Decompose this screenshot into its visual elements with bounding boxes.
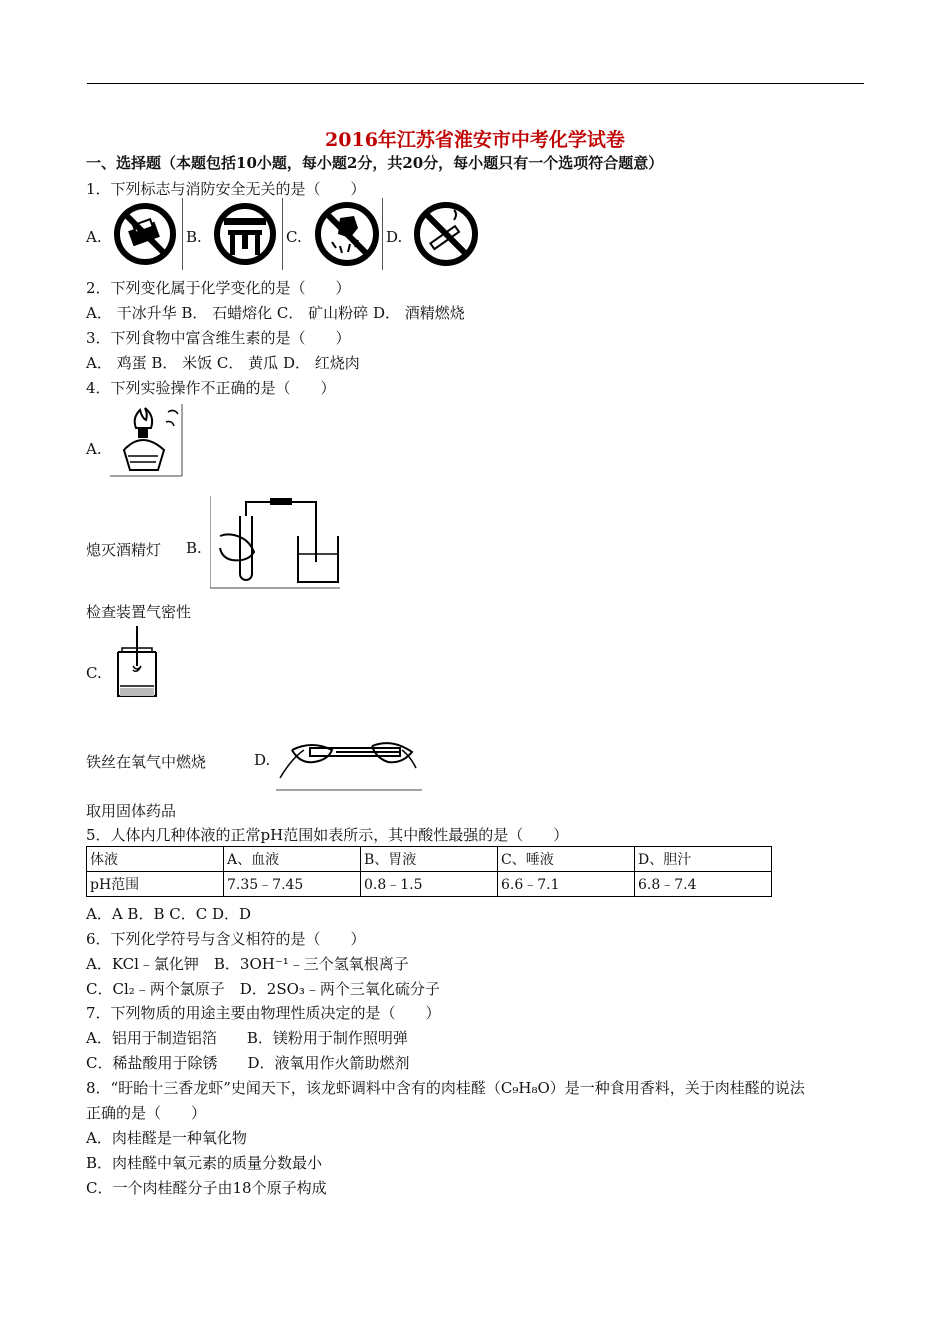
alcohol-lamp-blowing-figure [110,400,186,478]
table-cell: C、唾液 [498,847,635,872]
q1-divider-2 [282,198,283,270]
table-cell: 6.8﹣7.4 [635,872,772,897]
q1-label-a: A. [86,228,102,246]
no-smoking-sign-icon [410,198,482,270]
q8-option-c: C．一个肉桂醛分子由18个原子构成 [86,1179,327,1197]
q1-divider-3 [382,198,383,270]
no-fireworks-sign-icon [108,200,182,268]
q8-option-b: B．肉桂醛中氧元素的质量分数最小 [86,1154,323,1172]
table-cell: A、血液 [224,847,361,872]
q4-caption-c: 铁丝在氧气中燃烧 [86,753,207,771]
q4-label-c: C. [86,664,102,682]
table-cell: 0.8﹣1.5 [361,872,498,897]
table-cell: 体液 [87,847,224,872]
iron-wire-oxygen-figure [110,622,162,702]
table-header-row [87,847,772,872]
flammable-storage-sign-icon [208,200,282,268]
q2-stem: 2．下列变化属于化学变化的是（ ） [86,279,351,297]
page-title: 2016年江苏省淮安市中考化学试卷 [325,129,625,151]
q1-label-c: C. [286,228,302,246]
q1-stem: 1．下列标志与消防安全无关的是（ ） [86,180,366,198]
q7-line2: C．稀盐酸用于除锈 D．液氧用作火箭助燃剂 [86,1054,410,1072]
q7-stem: 7．下列物质的用途主要由物理性质决定的是（ ） [86,1004,441,1022]
ph-table [86,846,772,897]
table-cell: 6.6﹣7.1 [498,872,635,897]
airtightness-check-figure [210,496,344,590]
q5-stem: 5．人体内几种体液的正常pH范围如表所示，其中酸性最强的是（ ） [86,826,569,844]
table-cell: B、胃液 [361,847,498,872]
q8-option-a: A．肉桂醛是一种氧化物 [86,1129,247,1147]
q4-caption-a: 熄灭酒精灯 [86,541,162,559]
q8-stem-line2: 正确的是（ ） [86,1104,207,1122]
q4-caption-d: 取用固体药品 [86,802,177,820]
q1-label-b: B. [186,228,202,246]
q4-label-a: A. [86,440,102,458]
q6-line1: A．KCl﹣氯化钾 B．3OH⁻¹﹣三个氢氧根离子 [86,955,409,973]
q4-label-b: B. [186,539,202,557]
q2-options: A． 干冰升华 B． 石蜡熔化 C． 矿山粉碎 D． 酒精燃烧 [86,304,465,322]
q7-line1: A．铝用于制造铝箔 B．镁粉用于制作照明弹 [86,1029,408,1047]
table-row [87,872,772,897]
taking-solid-reagent-figure [276,718,422,792]
q1-label-d: D. [386,228,403,246]
q4-caption-b: 检查装置气密性 [86,603,192,621]
section-heading: 一、选择题（本题包括10小题，每小题2分，共20分，每小题只有一个选项符合题意） [86,154,664,172]
no-open-flame-sign-icon [310,198,384,270]
q1-divider-1 [182,198,183,270]
table-cell: pH范围 [87,872,224,897]
q4-stem: 4．下列实验操作不正确的是（ ） [86,379,336,397]
table-cell: D、胆汁 [635,847,772,872]
q6-line2: C．Cl₂﹣两个氯原子 D．2SO₃﹣两个三氧化硫分子 [86,980,440,998]
q3-options: A． 鸡蛋 B． 米饭 C． 黄瓜 D． 红烧肉 [86,354,360,372]
q5-options: A．A B．B C．C D．D [86,905,252,923]
q3-stem: 3．下列食物中富含维生素的是（ ） [86,329,351,347]
q6-stem: 6．下列化学符号与含义相符的是（ ） [86,930,366,948]
header-rule [87,83,864,84]
q8-stem-line1: 8．“盱眙十三香龙虾”史闻天下，该龙虾调料中含有的肉桂醛（C₉H₈O）是一种食用香料，关于肉桂醛的说法 [86,1079,805,1097]
table-cell: 7.35﹣7.45 [224,872,361,897]
q4-label-d: D. [254,751,271,769]
